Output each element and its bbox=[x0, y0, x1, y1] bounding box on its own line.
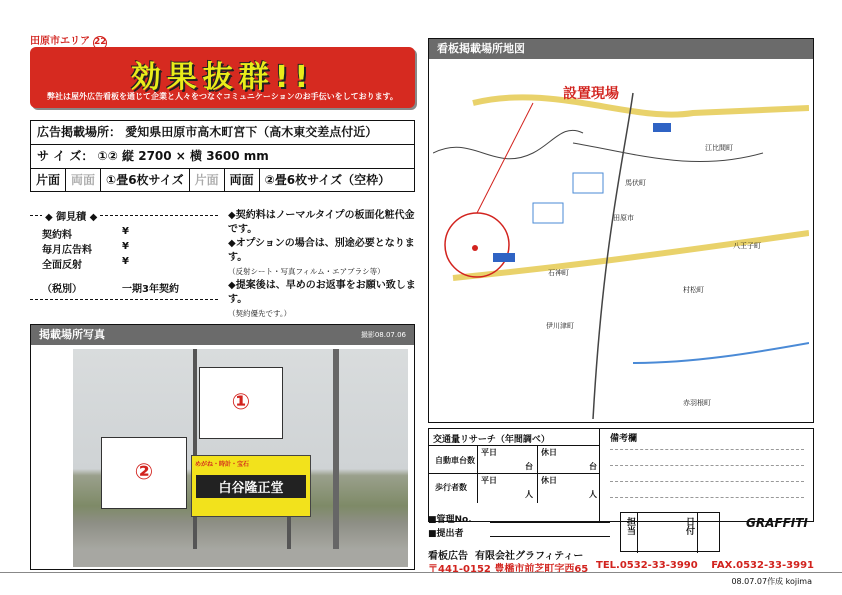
store-sign: めがね・時計・宝石 白谷隆正堂 bbox=[191, 455, 311, 517]
map-panel bbox=[428, 38, 814, 423]
company-contact: 〒441-0152 豊橋市前芝町字西65 TEL.0532-33-3990 FAX.0532-33-3991 bbox=[428, 560, 814, 575]
notes: ◆契約料はノーマルタイプの板面化粧代金です。 ◆オプションの場合は、別途必要となります。 （反射シート・写真フィルム・エアブラシ等） ◆提案後は、早めのお返事をお願い致します。 （契約優先です。） bbox=[228, 210, 416, 318]
approval-box: 担当 日付 bbox=[620, 512, 720, 552]
estimate-box bbox=[30, 215, 218, 300]
hero-subtitle: 弊社は屋外広告看板を通じて企業と人々をつなぐコミュニケーションのお手伝いをしております。 bbox=[47, 92, 398, 101]
hero-banner bbox=[30, 47, 415, 108]
photo-panel-header: 掲載場所写真 撮影08.07.06 bbox=[31, 325, 414, 345]
area-number: 22 bbox=[93, 36, 107, 50]
info-table bbox=[30, 120, 415, 192]
site-photo bbox=[73, 349, 408, 567]
map-panel-header: 看板掲載場所地図 bbox=[429, 39, 813, 59]
area-tag: 田原市エリア 22 bbox=[30, 32, 107, 50]
board-1: ① bbox=[199, 367, 283, 439]
photo-panel bbox=[30, 324, 415, 570]
traffic-box: 交通量リサーチ（年間調べ） 自動車台数 平日 休日 台 台 歩行者数 平日 休日 人 人 bbox=[428, 428, 600, 522]
estimate-row-contract: 契約料 ¥ bbox=[42, 226, 129, 241]
remarks-box bbox=[600, 428, 814, 522]
presenter: ■提出者 bbox=[428, 529, 464, 539]
site-label: 設置現場 bbox=[563, 86, 619, 102]
remarks-title: 備考欄 bbox=[610, 434, 638, 444]
footnote: 08.07.07作成 kojima bbox=[731, 577, 812, 586]
estimate-term: （税別） 一期3年契約 bbox=[42, 284, 179, 295]
estimate-row-reflect: 全面反射 ¥ bbox=[42, 256, 129, 271]
estimate-row-monthly: 毎月広告料 ¥ bbox=[42, 241, 129, 256]
estimate-title: ◆ 御見積 ◆ bbox=[42, 208, 100, 223]
side-row: 片面 両面 ①畳6枚サイズ 片面 両面 ②畳6枚サイズ（空枠） bbox=[31, 169, 414, 191]
hero-title: 効果抜群!! bbox=[130, 60, 315, 95]
board-2: ② bbox=[101, 437, 187, 509]
traffic-title: 交通量リサーチ（年間調べ） bbox=[433, 435, 550, 445]
company-line: 看板広告 有限会社グラフィティー bbox=[428, 551, 584, 562]
location-row: 広告掲載場所： 愛知県田原市高木町宮下（高木東交差点付近） bbox=[31, 121, 414, 145]
size-row: サ イ ズ： ①② 縦 2700 × 横 3600 mm bbox=[31, 145, 414, 169]
location-map: 設置現場 江比間町 馬伏町 八王子町 石神町 伊川津町 村松町 赤羽根町 田原市 bbox=[433, 63, 809, 419]
company-logo: GRAFFITI bbox=[746, 516, 808, 530]
manager-no: ■管理No. bbox=[428, 515, 472, 525]
